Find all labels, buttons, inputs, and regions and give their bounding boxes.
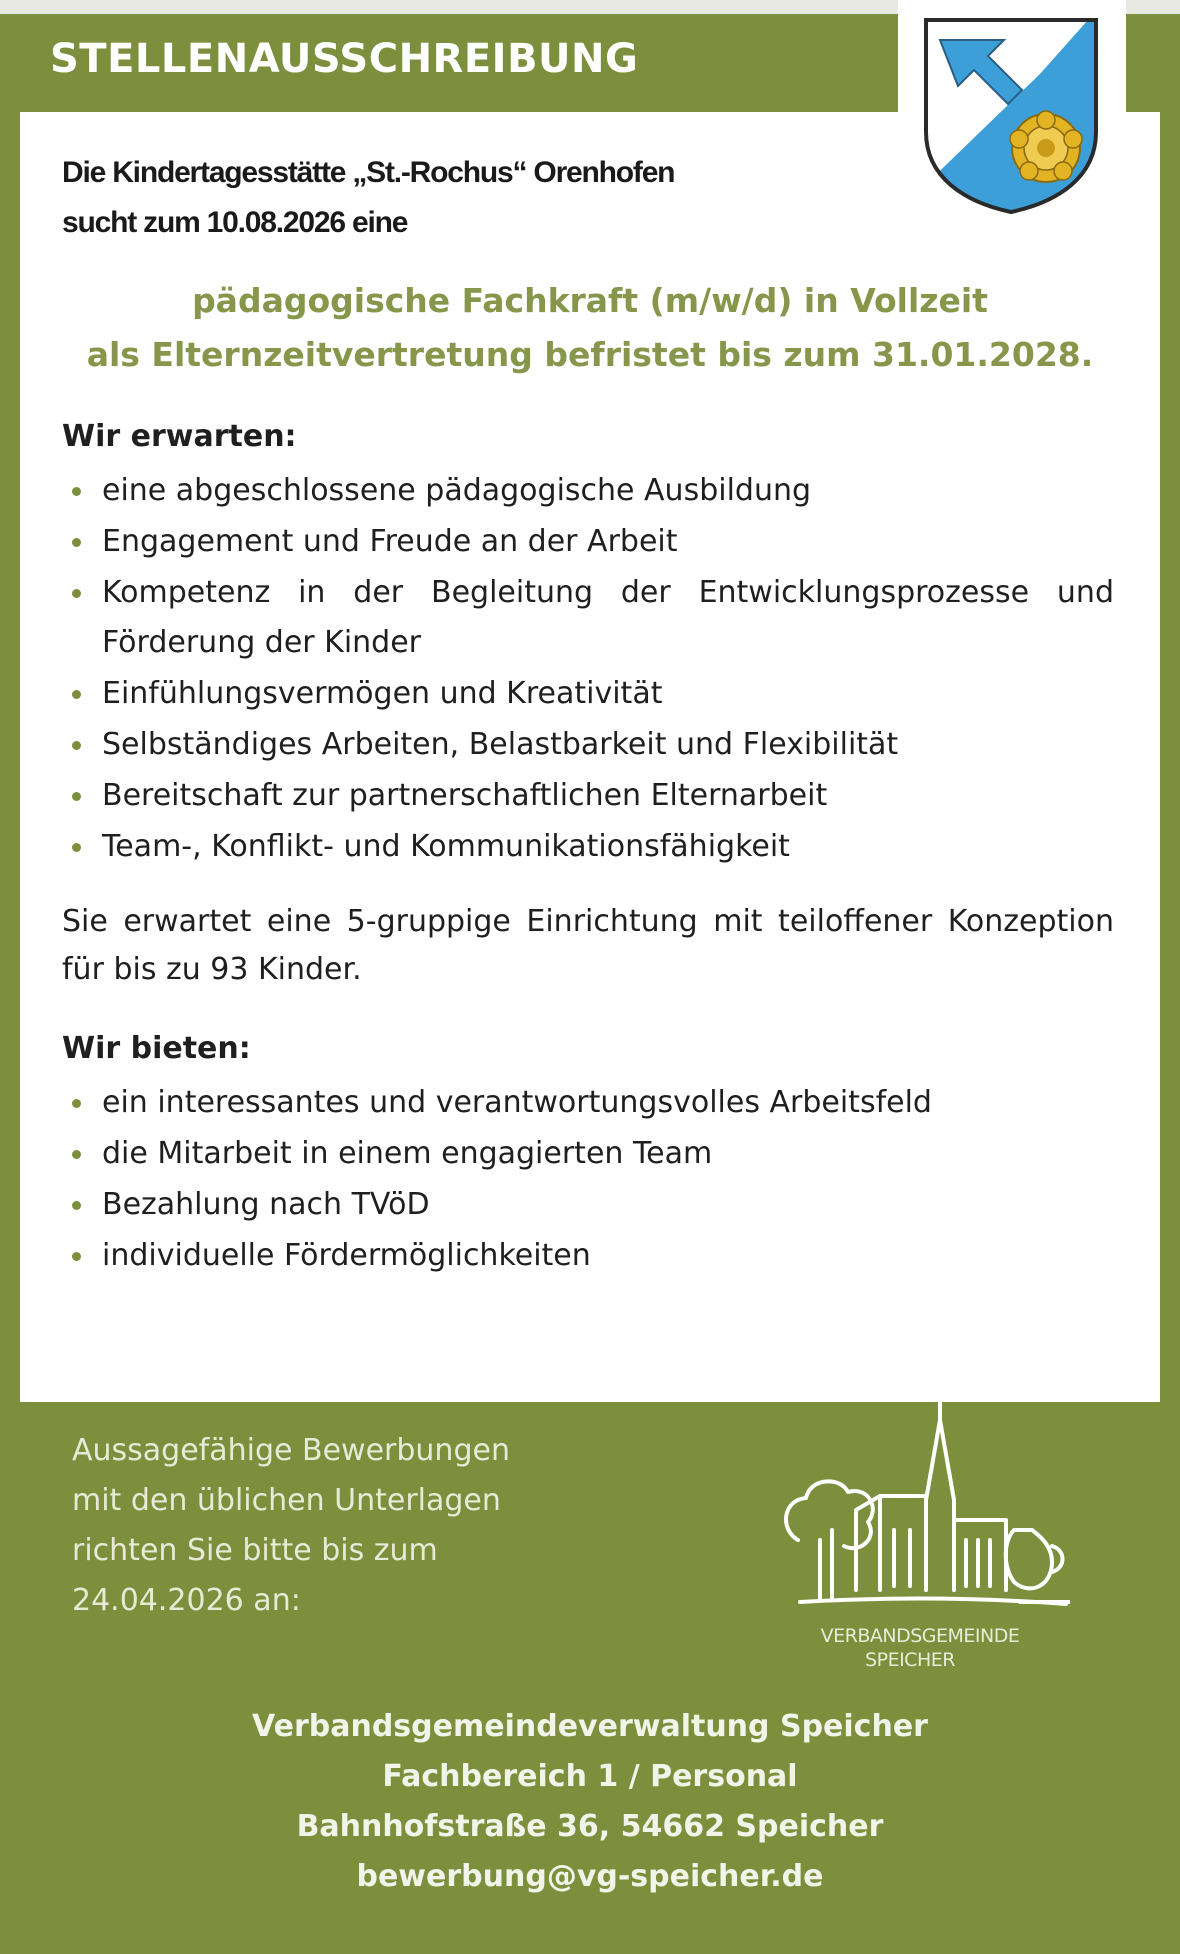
application-line-2: mit den üblichen Unterlagen (72, 1483, 501, 1518)
list-item-text: Kompetenz in der Begleitung der Entwicklungsprozesse und Förderung der Kinder (102, 575, 1114, 660)
list-item-text: individuelle Fördermöglichkeiten (102, 1238, 591, 1273)
offer-list (62, 1078, 1114, 1281)
expect-title: Wir erwarten: (62, 419, 297, 454)
position-headline (40, 274, 1140, 382)
list-item (62, 466, 1114, 516)
intro-text (62, 148, 862, 248)
bullet-icon (72, 1099, 81, 1108)
list-item-text: Engagement und Freude an der Arbeit (102, 524, 678, 559)
email-link[interactable]: bewerbung@vg-speicher.de (356, 1859, 824, 1894)
address-street: Bahnhofstraße 36, 54662 Speicher (296, 1809, 884, 1844)
list-item-text: ein interessantes und verantwortungsvolles Arbeitsfeld (102, 1085, 932, 1120)
list-item (62, 1129, 1114, 1179)
bullet-icon (72, 589, 81, 598)
bullet-icon (72, 1252, 81, 1261)
logo-text-line-2: SPEICHER (865, 1649, 955, 1671)
expect-list (62, 466, 1114, 872)
list-item (62, 720, 1114, 770)
list-item-text: Selbständiges Arbeiten, Belastbarkeit und Flexibilität (102, 727, 899, 762)
application-text (72, 1426, 632, 1626)
list-item-text: Einfühlungsvermögen und Kreativität (102, 676, 663, 711)
list-item (62, 1180, 1114, 1230)
address-dept: Fachbereich 1 / Personal (382, 1759, 798, 1794)
list-item (62, 771, 1114, 821)
coat-of-arms-icon (918, 12, 1104, 218)
list-item-text: Bereitschaft zur partnerschaftlichen Elternarbeit (102, 778, 828, 813)
church-village-logo (770, 1390, 1070, 1680)
application-line-3: richten Sie bitte bis zum (72, 1533, 438, 1568)
list-item (62, 1078, 1114, 1128)
intro-line-2: sucht zum 10.08.2026 eine (62, 206, 408, 239)
bullet-icon (72, 487, 81, 496)
application-line-1: Aussagefähige Bewerbungen (72, 1433, 510, 1468)
bullet-icon (72, 843, 81, 852)
list-item (62, 822, 1114, 872)
intro-line-1: Die Kindertagesstätte „St.-Rochus“ Orenhofen (62, 156, 675, 189)
list-item-text: Bezahlung nach TVöD (102, 1187, 430, 1222)
bullet-icon (72, 741, 81, 750)
list-item-text: die Mitarbeit in einem engagierten Team (102, 1136, 713, 1171)
list-item (62, 669, 1114, 719)
list-item-text: eine abgeschlossene pädagogische Ausbildung (102, 473, 812, 508)
list-item-text: Team-, Konflikt- und Kommunikationsfähigkeit (102, 829, 790, 864)
headline-line-1: pädagogische Fachkraft (m/w/d) in Vollzeit (192, 281, 988, 320)
logo-text-line-1: VERBANDSGEMEINDE (820, 1625, 1020, 1647)
bullet-icon (72, 690, 81, 699)
bullet-icon (72, 1150, 81, 1159)
page-title: STELLENAUSSCHREIBUNG (50, 36, 639, 82)
contact-address (40, 1702, 1140, 1902)
list-item (62, 568, 1114, 668)
list-item (62, 1231, 1114, 1281)
bullet-icon (72, 792, 81, 801)
bullet-icon (72, 1201, 81, 1210)
bullet-icon (72, 538, 81, 547)
facility-paragraph: Sie erwartet eine 5-gruppige Einrichtung mit teiloffener Konzeption für bis zu 93 Kinder. (62, 904, 1114, 987)
address-org: Verbandsgemeindeverwaltung Speicher (252, 1709, 928, 1744)
headline-line-2: als Elternzeitvertretung befristet bis zum 31.01.2028. (86, 335, 1094, 374)
application-line-4: 24.04.2026 an: (72, 1583, 301, 1618)
main-content (62, 412, 1114, 1282)
list-item (62, 517, 1114, 567)
offer-title: Wir bieten: (62, 1031, 251, 1066)
